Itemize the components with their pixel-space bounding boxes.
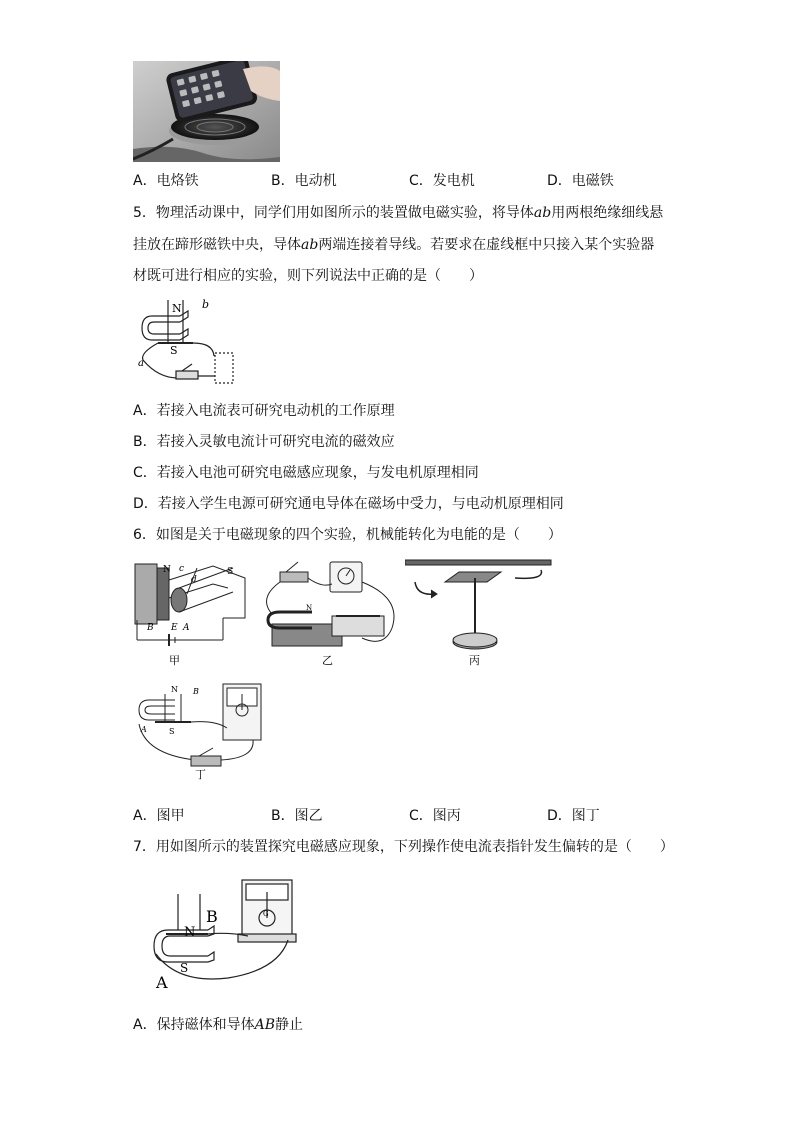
q5-label-s: S [170, 344, 178, 357]
q6-figure-bing [405, 558, 553, 666]
q7-option-a[interactable]: A．保持磁体和导体AB静止 [133, 1017, 303, 1033]
q7-label-s: S [180, 961, 189, 975]
q4-option-a[interactable]: A．电烙铁 [133, 173, 199, 189]
q6-jia-label-d: d [191, 575, 197, 585]
q7-induction-figure [148, 874, 308, 992]
q6-jia-label-a: A [183, 623, 190, 633]
q6-ding-label-a: A [141, 725, 147, 734]
q4-option-c[interactable]: C．发电机 [409, 173, 475, 189]
q4-option-b[interactable]: B．电动机 [271, 173, 337, 189]
q6-ding-label-s: S [169, 727, 175, 736]
q6-jia-label-c: c [179, 564, 185, 574]
q6-jia-label-b: B [147, 623, 154, 633]
q6-jia-label-n: N [163, 565, 171, 575]
q5-option-c[interactable]: C．若接入电池可研究电磁感应现象，与发电机原理相同 [133, 465, 479, 481]
q6-caption-jia: 甲 [169, 654, 180, 666]
q6-yi-label-n: N [306, 604, 313, 612]
q5-magnet-figure [138, 298, 238, 388]
q7-label-a: A [156, 973, 168, 992]
q6-caption-yi: 乙 [322, 654, 333, 666]
q6-ding-label-b: B [193, 687, 199, 696]
q6-figure-ding [135, 680, 267, 780]
q5-label-b: b [202, 298, 210, 311]
q6-jia-label-s2: S [227, 567, 234, 577]
q5-stem-line3: 材既可进行相应的实验，则下列说法中正确的是（ ） [133, 268, 483, 284]
q5-label-n: N [172, 302, 182, 315]
q6-stem: 6．如图是关于电磁现象的四个实验，机械能转化为电能的是（ ） [133, 527, 562, 543]
q7-label-b: B [206, 907, 218, 926]
q5-option-b[interactable]: B．若接入灵敏电流计可研究电流的磁效应 [133, 434, 395, 450]
q6-jia-label-e: E [171, 623, 178, 633]
q6-ding-label-n: N [171, 685, 178, 694]
q5-option-d[interactable]: D．若接入学生电源可研究通电导体在磁场中受力，与电动机原理相同 [133, 496, 564, 512]
q7-label-g: G [263, 910, 269, 918]
q6-option-d[interactable]: D．图丁 [547, 808, 600, 824]
q6-figure-jia [133, 558, 248, 666]
q5-label-a: a [138, 358, 144, 369]
q7-stem: 7．用如图所示的装置探究电磁感应现象，下列操作使电流表指针发生偏转的是（ ） [133, 839, 674, 855]
q5-stem-line2: 挂放在蹄形磁铁中央，导体ab两端连接着导线。若要求在虚线框中只接入某个实验器 [133, 237, 655, 253]
q7-label-n: N [184, 925, 196, 940]
q5-option-a[interactable]: A．若接入电流表可研究电动机的工作原理 [133, 403, 395, 419]
q4-option-d[interactable]: D．电磁铁 [547, 173, 614, 189]
q6-caption-ding: 丁 [195, 768, 206, 780]
q6-option-b[interactable]: B．图乙 [271, 808, 323, 824]
wireless-charger-photo [133, 61, 280, 162]
q6-figure-yi [252, 558, 402, 666]
q6-option-c[interactable]: C．图丙 [409, 808, 461, 824]
q6-option-a[interactable]: A．图甲 [133, 808, 185, 824]
q6-caption-bing: 丙 [469, 654, 480, 666]
q5-stem-line1: 5．物理活动课中，同学们用如图所示的装置做电磁实验，将导体ab用两根绝缘细线悬 [133, 205, 664, 221]
